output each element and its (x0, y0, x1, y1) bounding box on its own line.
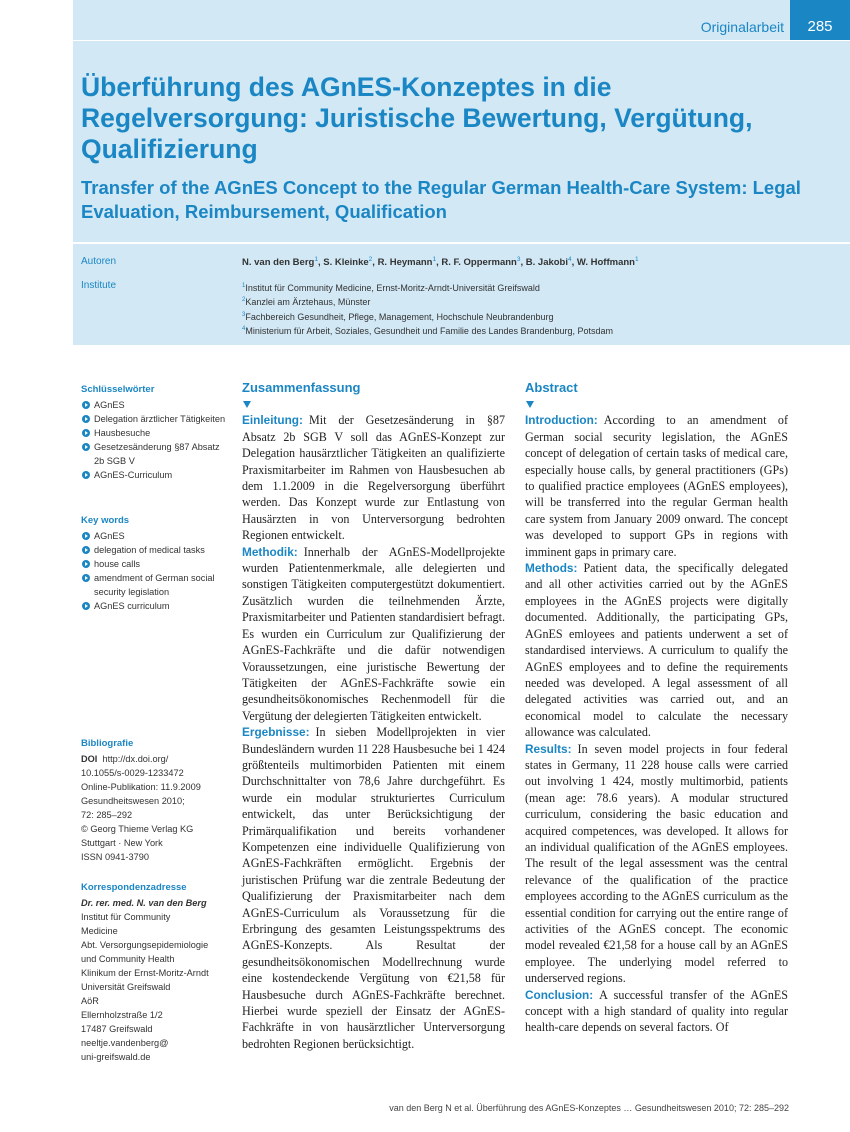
author: R. F. Oppermann$^3$, (441, 256, 526, 269)
keywords-english-heading: Key words (81, 515, 130, 526)
institute: $^2$Kanzlei am Ärztehaus, Münster (242, 297, 371, 308)
correspondence-block (81, 881, 231, 1064)
address-line: 17487 Greifswald (81, 1024, 153, 1034)
doi-line: DOI http://dx.doi.org/ (81, 754, 169, 764)
abstract-german (242, 380, 505, 1052)
correspondence-name: Dr. rer. med. N. van den Berg (81, 898, 207, 908)
institute-list (242, 280, 613, 337)
page-footer: van den Berg N et al. Überführung des AGnES-Konzeptes … Gesundheitswesen 2010; 72: 285–292 (389, 1103, 789, 1113)
author: R. Heymann$^1$, (377, 256, 442, 269)
title-english: Transfer of the AGnES Concept to the Regular German Health-Care System: Legal Evaluation, Reimbursement, Qualification (81, 177, 801, 222)
abstract-paragraph: Introduction: According to an amendment of German social security legislation, the AGnES concept of delegation of certain tasks of medical care, especially house calls, by general practitioners (GPs) to qualified practice employees (AGnES employees), will be transferred into the regular German health care system from January 2009 onward. The concept was developed to support GPs in regions with imminent gaps in primary care. (525, 413, 788, 559)
email-line: neeltje.vandenberg@ (81, 1038, 169, 1048)
biblio-line: Online-Publikation: 11.9.2009 (81, 782, 201, 792)
keyword-item: delegation of medical tasks (81, 543, 231, 557)
keyword-item: AGnES (81, 398, 231, 412)
address-line: Universität Greifswald (81, 982, 171, 992)
title-german: Überführung des AGnES-Konzeptes in die Regelversorgung: Juristische Bewertung, Vergütung, Qualifizierung (81, 72, 753, 164)
abstract-english (525, 380, 788, 1036)
keyword-item: house calls (81, 557, 231, 571)
bibliography-block (81, 737, 231, 864)
keyword-item: AGnES curriculum (81, 599, 231, 613)
triangle-down-icon (526, 401, 534, 408)
abstract-paragraph: Methodik: Innerhalb der AGnES-Modellprojekte wurden Patientenmerkmale, alle delegierten und sonstigen Tätigkeiten computergestützt dokumentiert. Zusätzlich wurden die teilnehmenden Ärzte, Praxismitarbeiter und Patienten standardisiert befragt. Es wurden ein Curriculum zur Qualifizierung der AGnES-Fachkräfte und die dafür notwendigen Voraussetzungen, eine juristische Bewertung der Tätigkeiten der AGnES-Fachkräfte sowie ein gesundheitsökonomisches Rechenmodell für die Vergütung der delegierten Tätigkeiten entwickelt. (242, 544, 505, 723)
author: W. Hoffmann$^1$ (576, 256, 639, 269)
institute: $^1$Institut für Community Medicine, Ernst-Moritz-Arndt-Universität Greifswald (242, 283, 540, 293)
biblio-line: 10.1055/s-0029-1233472 (81, 768, 184, 778)
biblio-line: ISSN 0941-3790 (81, 852, 149, 862)
address-line: Medicine (81, 926, 118, 936)
abstract-paragraph: Conclusion: A successful transfer of the AGnES concept with a high standard of quality into regular health-care depends on several factors. Of (525, 987, 788, 1035)
meta-divider (73, 242, 850, 244)
address-line: Ellernholzstraße 1/2 (81, 1010, 163, 1020)
address-line: Abt. Versorgungsepidemiologie (81, 940, 209, 950)
page-number: 285 (790, 0, 850, 40)
address-line: AöR (81, 996, 99, 1006)
biblio-line: © Georg Thieme Verlag KG (81, 824, 194, 834)
abstract-english-heading: Abstract (525, 380, 578, 395)
author: S. Kleinke$^2$, (323, 256, 378, 269)
keyword-item: Delegation ärztlicher Tätigkeiten (81, 412, 231, 426)
abstract-paragraph: Ergebnisse: In sieben Modellprojekten in vier Bundesländern wurden 11 228 Hausbesuche bei 1 424 größtenteils multimorbiden Patienten mit einem Durchschnittalter von 78,6 Jahre durchgeführt. Es wurde ein modular strukturiertes Curriculum entwickelt, das unter Berücksichtigung der Primärqualifikation und bereits vorhandener Kompetenzen eine individuelle Qualifizierung von AGnES-Fachkräften ermöglicht. Ergebnis der juristischen Prüfung war die zentrale Bedeutung der Qualifizierung der Praxismitarbeiter nach dem AGnES-Curriculum als Voraussetzung für die Erbringung des gesamten Leistungsspektrums des AGnES-Konzepts. Als Resultat der gesundheitsökonomischen Modellrechnung wurde eine kostendeckende Vergütung von €21,58 für Hausbesuche durch AGnES-Fachkräfte berechnet. Hierbei wurde speziell der Einsatz der AGnES-Fachkräfte in von hausärztlicher Unterversorgung bedrohten Regionen berücksichtigt. (242, 725, 505, 1051)
author-list (242, 256, 639, 268)
abstract-paragraph: Einleitung: Mit der Gesetzesänderung in §87 Absatz 2b SGB V soll das AGnES-Konzept zur Delegation hausärztlicher Tätigkeiten an qualifizierte Praxismitarbeiter im Rahmen von Hausbesuchen ab dem 1.1.2009 in die Regelversorgung überführt werden. Das Konzept wurde zur Entlastung von Hausärzten in von Unterversorgung bedrohten Regionen entwickelt. (242, 413, 505, 543)
triangle-down-icon (243, 401, 251, 408)
author: N. van den Berg$^1$, (242, 256, 324, 269)
correspondence-heading: Korrespondenzadresse (81, 882, 187, 893)
address-line: Klinikum der Ernst-Moritz-Arndt (81, 968, 209, 978)
abstract-german-heading: Zusammenfassung (242, 380, 361, 395)
biblio-line: 72: 285–292 (81, 810, 133, 820)
keyword-item: amendment of German social security legislation (81, 571, 231, 599)
keyword-item: Gesetzesänderung §87 Absatz 2b SGB V (81, 440, 231, 468)
biblio-line: Stuttgart · New York (81, 838, 163, 848)
keyword-item: Hausbesuche (81, 426, 231, 440)
author: B. Jakobi$^4$, (525, 256, 577, 269)
email-line: uni-greifswald.de (81, 1052, 151, 1062)
abstract-paragraph: Methods: Patient data, the specifically delegated and all other activities carried out by the AGnES employees in the AGnES projects were digitally documented. Additionally, the participating GPs, AGnES emloyees and patients underwent a set of standardised interviews. A curriculum to qualify the AGnES employees and to define the requirements needed was developed. A legal assessment of all delegated activities was carried out, and an economical model to calculate the necessary allowance was calculated. (525, 561, 788, 740)
institutes-label: Institute (81, 280, 117, 291)
keywords-german (81, 383, 231, 482)
institute: $^3$Fachbereich Gesundheit, Pflege, Management, Hochschule Neubrandenburg (242, 311, 554, 322)
authors-label: Autoren (81, 256, 117, 267)
abstract-paragraph: Results: In seven model projects in four federal states in Germany, 11 228 house calls were carried out involving 1 424, mostly multimorbid, patients (mean age: 78.6 years). A modular structured curriculum, considering the basic education and acquired competences, was developed. It allows for an individual qualification of the AGnES employees. The result of the legal assessment was the central relevance of the qualification of the practice employees according to the AGnES curriculum as the essential condition for carrying out the entire range of activities of the AGnES concept. The economic model revealed €21,58 for a house call by an AGnES employee. The underlying model referred to underserved regions. (525, 741, 788, 986)
biblio-line: Gesundheitswesen 2010; (81, 796, 185, 806)
keyword-item: AGnES-Curriculum (81, 468, 231, 482)
address-line: Institut für Community (81, 912, 171, 922)
institute: $^4$Ministerium für Arbeit, Soziales, Gesundheit und Familie des Landes Brandenburg, Potsdam (242, 325, 614, 336)
section-label: Originalarbeit (700, 19, 784, 35)
bibliography-heading: Bibliografie (81, 738, 134, 749)
header-rule (73, 40, 850, 41)
keywords-german-heading: Schlüsselwörter (81, 384, 155, 395)
address-line: und Community Health (81, 954, 175, 964)
keyword-item: AGnES (81, 529, 231, 543)
keywords-english (81, 514, 231, 613)
